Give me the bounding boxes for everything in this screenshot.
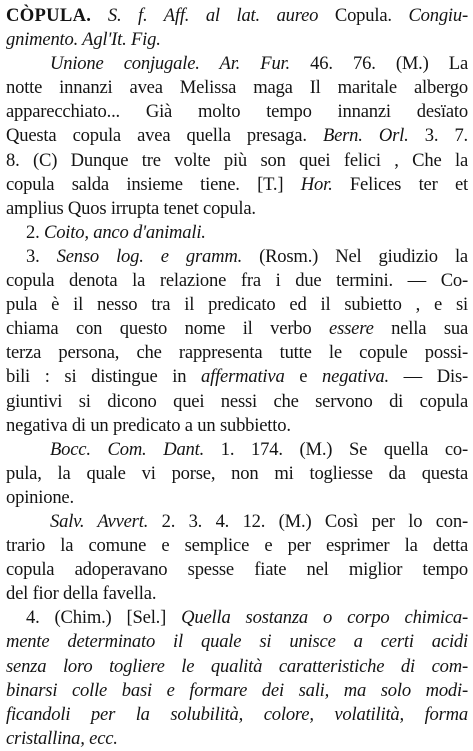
text-line: ficandoli per la solubilità, colore, volatilità, forma: [6, 703, 468, 725]
text-line: pula è il nesso tra il predicato ed il subietto , e si: [6, 294, 468, 316]
sense-3-line: 3. Senso log. e gramm. (Rosm.) Nel giudizio la: [26, 245, 468, 267]
text-line: del fior della favella.: [6, 583, 157, 605]
entry-headword-line: CÒPULA. S. f. Aff. al lat. aureo Copula. Congiu-: [6, 5, 468, 26]
text-line: bili : si distingue in affermativa e negativa. — Dis-: [6, 366, 468, 388]
text-line: copula salda insieme tiene. [T.] Hor. Felices ter et: [6, 173, 468, 195]
text-line: trario la comune e semplice e per esprimer la detta: [6, 535, 468, 557]
text-line: chiama con questo nome il verbo essere nella sua: [6, 318, 468, 340]
text-line: Unione conjugale. Ar. Fur. 46. 76. (M.) La: [50, 53, 468, 75]
text-line: mente determinato il quale si unisce a certi acidi: [6, 631, 468, 653]
text-line: negativa di un predicato a un subbietto.: [6, 414, 291, 436]
citation-line: Bocc. Com. Dant. 1. 174. (M.) Se quella co-: [50, 438, 468, 460]
text-line: Questa copula avea quella presaga. Bern. Orl. 3. 7.: [6, 125, 468, 147]
sense-4-line: 4. (Chim.) [Sel.] Quella sostanza o corpo chimica-: [26, 607, 468, 629]
citation-line: Salv. Avvert. 2. 3. 4. 12. (M.) Così per lo con-: [50, 510, 468, 532]
text-line: giuntivi si dicono quei nessi che servono di copula: [6, 390, 468, 412]
text-line: apparecchiato... Già molto tempo innanzi desïato: [6, 101, 468, 123]
headword: CÒPULA.: [6, 5, 92, 26]
text-line: copula adoperavano spesse fiate nel miglior tempo: [6, 559, 468, 581]
text-line: amplius Quos irrupta tenet copula.: [6, 197, 256, 219]
text-line: pula, la quale vi porse, non mi togliesse da questa: [6, 462, 468, 484]
sense-2-line: 2. Coito, anco d'animali.: [26, 221, 206, 243]
text-line: notte innanzi avea Melissa maga Il maritale albergo: [6, 77, 468, 99]
text-line: senza loro togliere le qualità caratteristiche di com-: [6, 655, 468, 677]
text-line: 8. (C) Dunque tre volte più son quei felici , Che la: [6, 149, 468, 171]
text-line: cristallina, ecc.: [6, 727, 118, 749]
text-line: opinione.: [6, 486, 74, 508]
text-line: gnimento. Agl'It. Fig.: [6, 29, 161, 51]
dictionary-entry-copula: [6, 4, 468, 751]
text-line: terza persona, che rappresenta tutte le copule possi-: [6, 342, 468, 364]
text-line: copula denota la relazione fra i due termini. — Co-: [6, 270, 468, 292]
text-line: binarsi colle basi e formare dei sali, ma solo modi-: [6, 679, 468, 701]
